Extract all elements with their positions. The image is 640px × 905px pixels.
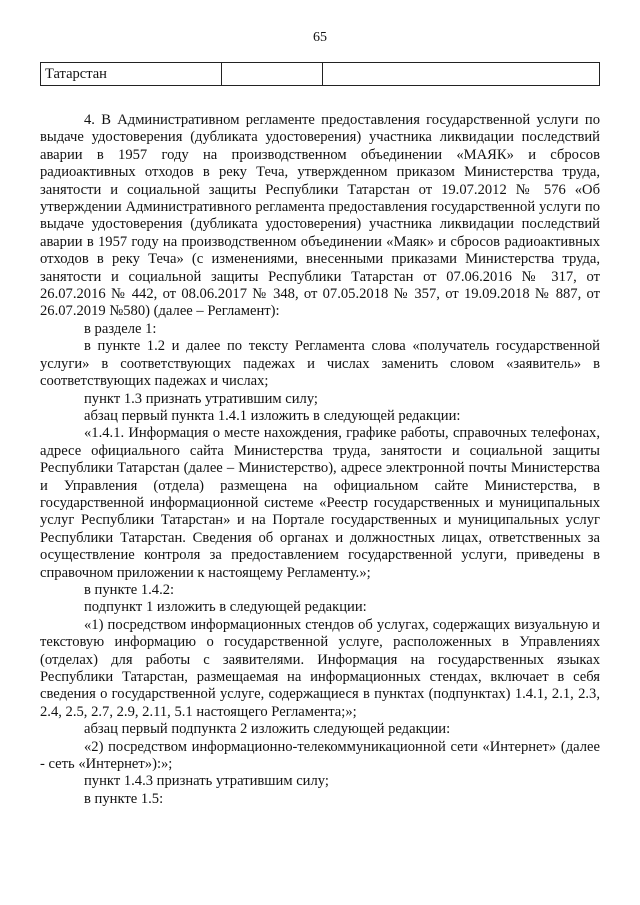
- paragraph-item-1-2: в пункте 1.2 и далее по тексту Регламента слова «получатель государственной услуги» в соответствующих падежах и числах заменить словом «заявитель» в соответствующих падежах и числах;: [40, 338, 600, 390]
- table-cell: [323, 63, 600, 86]
- continuation-table: [40, 62, 600, 86]
- paragraph-item-1-4-2: в пункте 1.4.2:: [84, 581, 175, 598]
- paragraph-section-1: в разделе 1:: [84, 320, 157, 337]
- paragraph-subitem-2-intro: абзац первый подпункта 2 изложить следующей редакции:: [84, 721, 451, 738]
- paragraph-item-1-5: в пункте 1.5:: [84, 790, 164, 807]
- paragraph-item-1-4-1-intro: абзац первый пункта 1.4.1 изложить в следующей редакции:: [84, 407, 461, 424]
- paragraph-main-clause: 4. В Административном регламенте предоставления государственной услуги по выдаче удостоверения (дубликата удостоверения) участника ликвидации последствий аварии в 1957 году на производственном объединении «МАЯК» и сбросов радиоактивных отходов в реку Теча, утвержденном приказом Министерства труда, занятости и социальной защиты Республики Татарстан от 19.07.2012 № 576 «Об утверждении Административного регламента предоставления государственной услуги по выдаче удостоверения (дубликата удостоверения) участника ликвидации последствий аварии в 1957 году на производственном объединении «Маяк» и сбросов радиоактивных отходов в реку Теча» (с изменениями, внесенными приказами Министерства труда, занятости и социальной защиты Республики Татарстан от 07.06.2016 № 317, от 26.07.2016 № 442, от 08.06.2017 № 348, от 07.05.2018 № 357, от 19.09.2018 № 887, от 26.07.2019 №580) (далее – Регламент):: [40, 112, 600, 320]
- paragraph-item-1-4-1-text: «1.4.1. Информация о месте нахождения, графике работы, справочных телефонах, адресе официального сайта Министерства труда, занятости и социальной защиты Республики Татарстан (далее – Министерство), адресе электронной почты Министерства и Управления (отдела) размещена на официальном сайте Министерства, в государственной информационной системе «Реестр государственных и муниципальных услуг Республики Татарстан» и на Портале государственных и муниципальных услуг Республики Татарстан. Сведения об органах и должностных лицах, ответственных за осуществление контроля за предоставлением государственной услуги, приведены в справочном приложении к настоящему Регламенту.»;: [40, 425, 600, 581]
- table-cell: Татарстан: [41, 63, 222, 86]
- table-row: [41, 63, 600, 86]
- paragraph-subitem-1-text: «1) посредством информационных стендов об услугах, содержащих визуальную и текстовую информацию о государственной услуге, расположенных в Управлениях (отделах) для работы с заявителями. Информация на государственных языках Республики Татарстан, размещаемая на информационных стендах, включает в себя сведения о государственной услуге, содержащиеся в пунктах (подпунктах) 1.4.1, 2.1, 2.3, 2.4, 2.5, 2.7, 2.9, 2.11, 5.1 настоящего Регламента;»;: [40, 616, 600, 720]
- page-number: 65: [313, 30, 327, 45]
- paragraph-subitem-2-text: «2) посредством информационно-телекоммуникационной сети «Интернет» (далее - сеть «Интернет»):»;: [40, 738, 600, 773]
- paragraph-item-1-4-3: пункт 1.4.3 признать утратившим силу;: [84, 773, 329, 790]
- table-cell: [222, 63, 323, 86]
- paragraph-subitem-1-intro: подпункт 1 изложить в следующей редакции:: [84, 599, 367, 616]
- paragraph-item-1-3: пункт 1.3 признать утратившим силу;: [84, 390, 318, 407]
- document-body: [40, 112, 600, 808]
